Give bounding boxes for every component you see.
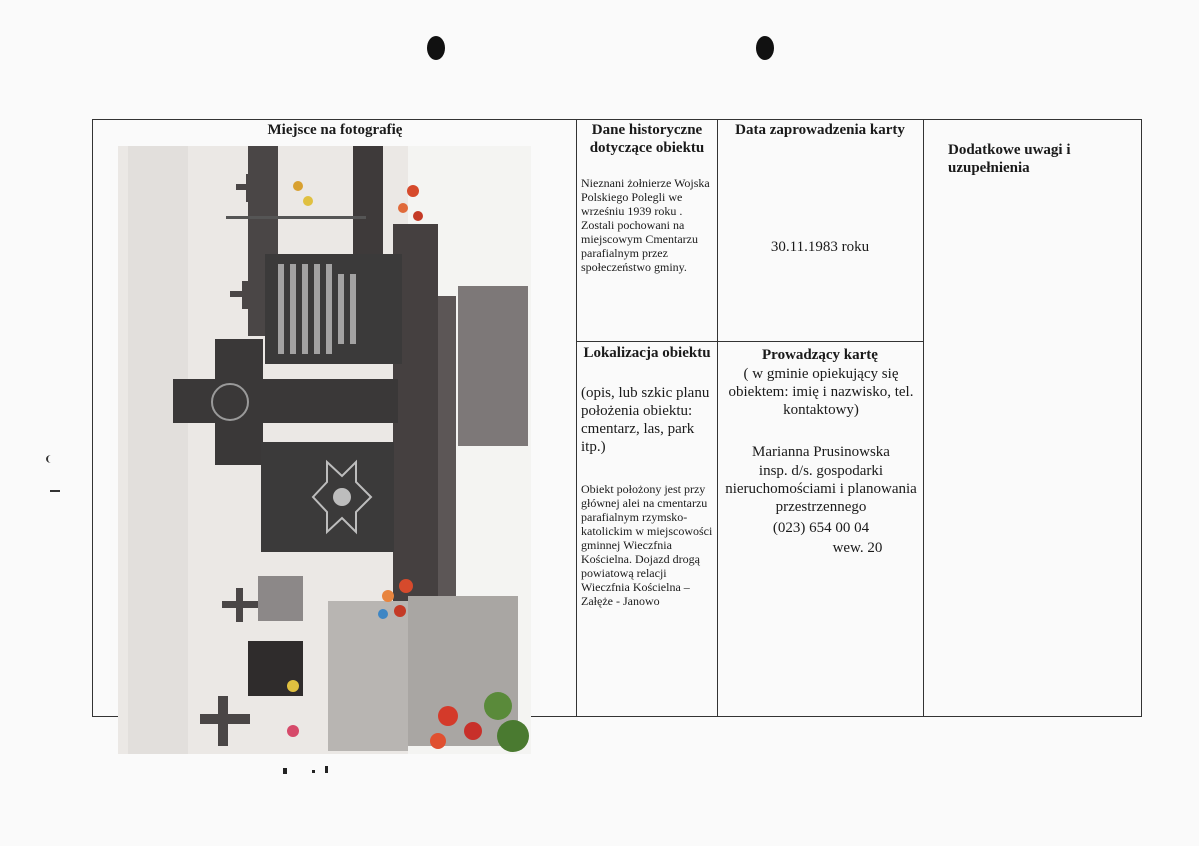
keeper-ext: wew. 20 xyxy=(832,540,883,556)
col-divider-2 xyxy=(717,119,718,716)
history-text: Nieznani żołnierze Wojska Polskiego Polegli we wrześniu 1939 roku . Zostali pochowani na miejscowym Cmentarzu parafialnym przez społeczeństwo gminy. xyxy=(581,176,710,274)
cemetery-photo-drawing xyxy=(118,146,531,754)
notes-header: Dodatkowe uwagi i uzupełnienia xyxy=(948,142,1071,176)
location-header: Lokalizacja obiektu xyxy=(583,345,711,361)
punch-hole-left xyxy=(427,36,445,60)
keeper-role: insp. d/s. gospodarki nieruchomościami i planowania przestrzennego xyxy=(725,463,917,515)
scan-speck-5 xyxy=(325,766,328,773)
location-text: Obiekt położony jest przy głównej alei na cmentarzu parafialnym rzymsko-katolickim w miejscowości gminnej Wieczfnia Kościelna. Dojazd drogą powiatową relacji Wieczfnia Kościelna – Załęże - Janowo xyxy=(581,482,713,608)
keeper-header: Prowadzący kartę xyxy=(762,347,878,363)
scan-speck-1 xyxy=(46,455,56,463)
col-divider-1 xyxy=(576,119,577,716)
keeper-name: Marianna Prusinowska xyxy=(752,444,890,460)
keeper-phone: (023) 654 00 04 xyxy=(772,520,870,536)
cemetery-photo xyxy=(118,146,531,754)
date-value: 30.11.1983 roku xyxy=(770,239,870,255)
row-divider xyxy=(576,341,923,342)
punch-hole-right xyxy=(756,36,774,60)
keeper-hint: ( w gminie opiekujący się obiektem: imię i nazwisko, tel. kontaktowy) xyxy=(728,366,914,418)
scan-speck-4 xyxy=(312,770,315,773)
photo-header: Miejsce na fotografię xyxy=(267,122,403,138)
date-header: Data zaprowadzenia karty xyxy=(735,122,905,138)
scan-speck-2 xyxy=(50,490,60,492)
history-header: Dane historyczne dotyczące obiektu xyxy=(589,122,705,156)
col-divider-3 xyxy=(923,119,924,716)
scan-speck-3 xyxy=(283,768,287,774)
location-hint: (opis, lub szkic planu położenia obiektu: cmentarz, las, park itp.) xyxy=(581,385,710,455)
